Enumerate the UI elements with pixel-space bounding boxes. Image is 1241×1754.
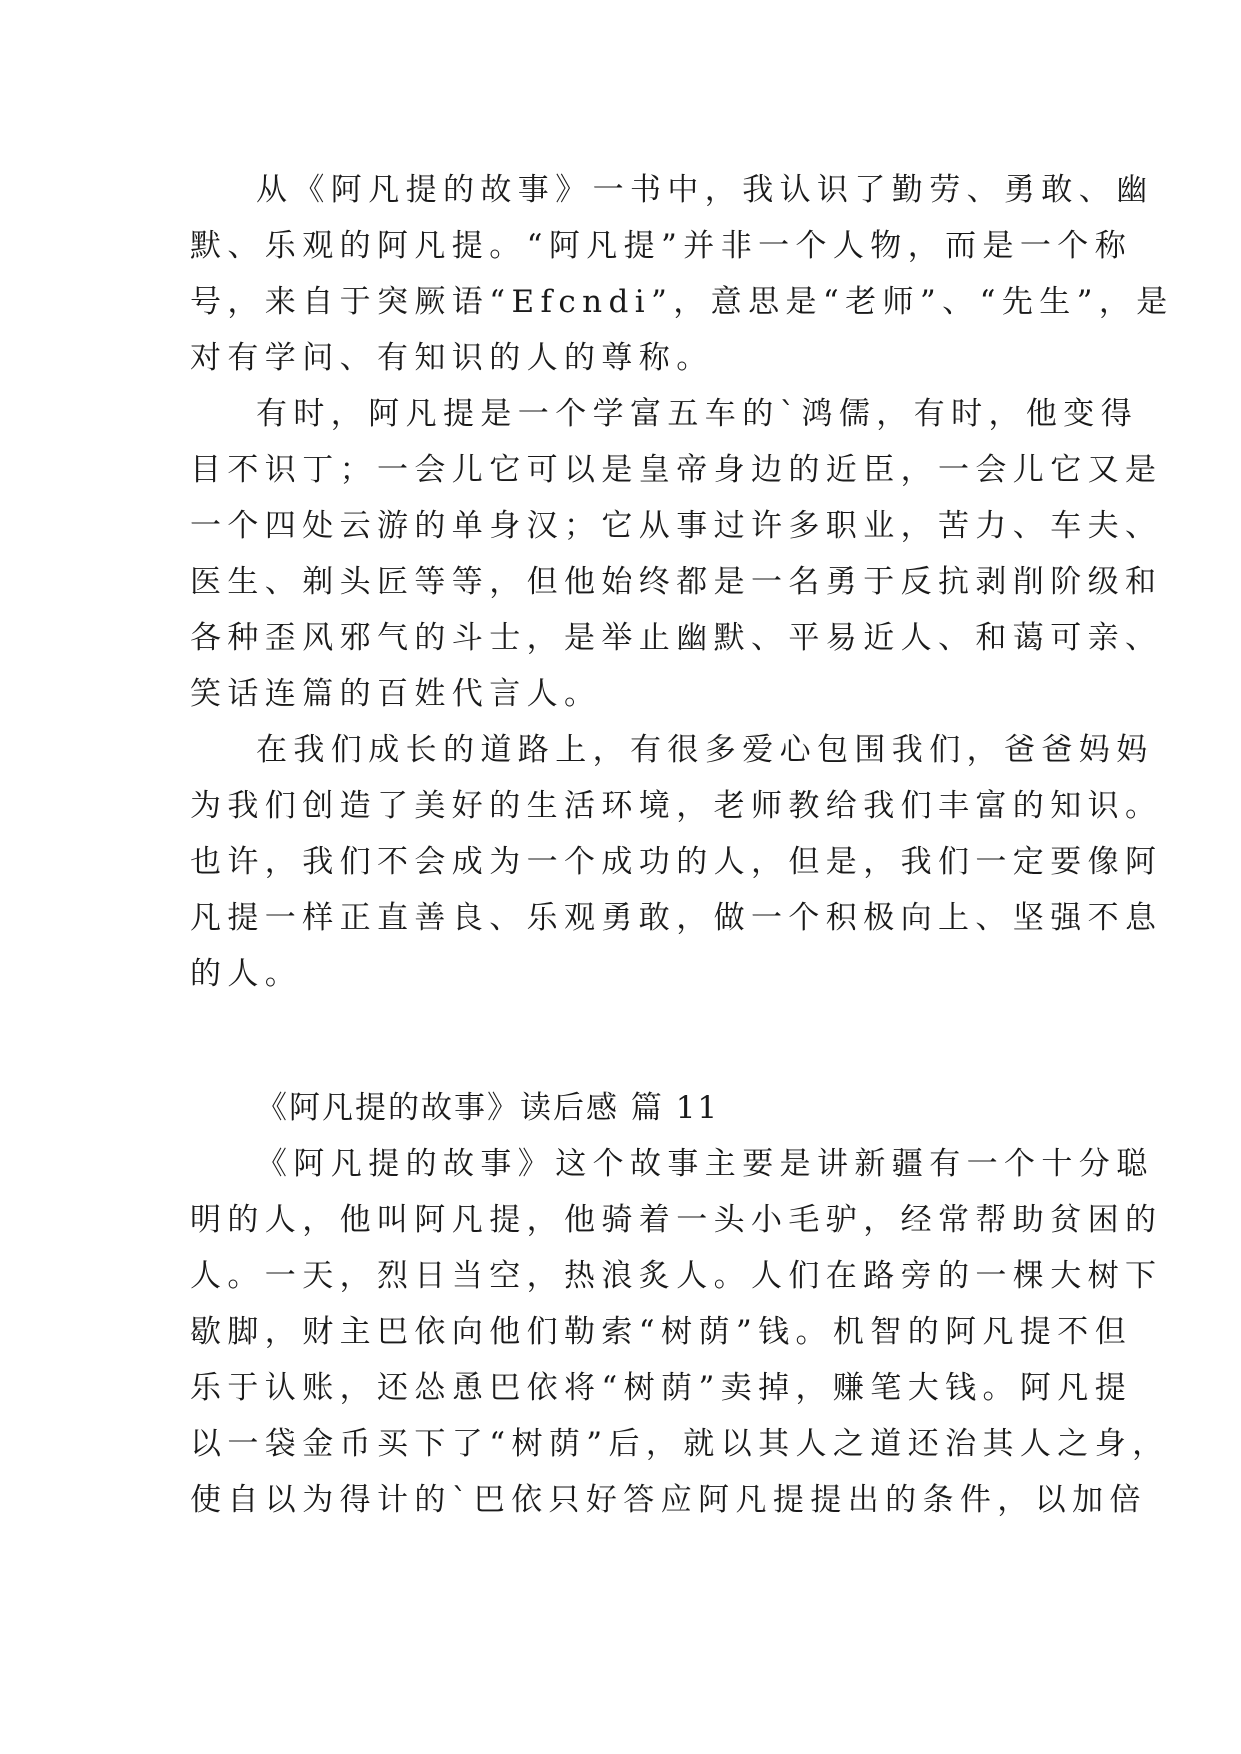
paragraph-1-line-3: 号，来自于突厥语“Efcndi”，意思是“老师”、“先生”，是 xyxy=(190,284,1174,320)
paragraph-2-line-1: 有时，阿凡提是一个学富五车的`鸿儒，有时，他变得 xyxy=(256,396,1139,432)
paragraph-1-line-4: 对有学问、有知识的人的尊称。 xyxy=(190,340,714,376)
paragraph-3-line-2: 为我们创造了美好的生活环境，老师教给我们丰富的知识。 xyxy=(190,788,1163,824)
paragraph-3-line-1: 在我们成长的道路上，有很多爱心包围我们，爸爸妈妈 xyxy=(256,732,1154,768)
paragraph-4-line-1: 《阿凡提的故事》这个故事主要是讲新疆有一个十分聪 xyxy=(256,1146,1154,1182)
section-heading: 《阿凡提的故事》读后感 篇 11 xyxy=(256,1090,720,1126)
paragraph-3-line-3: 也许，我们不会成为一个成功的人，但是，我们一定要像阿 xyxy=(190,844,1163,880)
paragraph-2-line-5: 各种歪风邪气的斗士，是举止幽默、平易近人、和蔼可亲、 xyxy=(190,620,1163,656)
paragraph-2-line-2: 目不识丁；一会儿它可以是皇帝身边的近臣，一会儿它又是 xyxy=(190,452,1163,488)
paragraph-3-line-5: 的人。 xyxy=(190,956,303,992)
paragraph-4-line-4: 歇脚，财主巴依向他们勒索“树荫”钱。机智的阿凡提不但 xyxy=(190,1314,1133,1350)
paragraph-4-line-5: 乐于认账，还怂恿巴依将“树荫”卖掉，赚笔大钱。阿凡提 xyxy=(190,1370,1133,1406)
paragraph-2-line-4: 医生、剃头匠等等，但他始终都是一名勇于反抗剥削阶级和 xyxy=(190,564,1163,600)
paragraph-4-line-2: 明的人，他叫阿凡提，他骑着一头小毛驴，经常帮助贫困的 xyxy=(190,1202,1163,1238)
paragraph-4-line-3: 人。一天，烈日当空，热浪炙人。人们在路旁的一棵大树下 xyxy=(190,1258,1163,1294)
paragraph-4-line-7: 使自以为得计的`巴依只好答应阿凡提提出的条件，以加倍 xyxy=(190,1482,1147,1518)
paragraph-3-line-4: 凡提一样正直善良、乐观勇敢，做一个积极向上、坚强不息 xyxy=(190,900,1163,936)
paragraph-4-line-6: 以一袋金币买下了“树荫”后，就以其人之道还治其人之身， xyxy=(190,1426,1170,1462)
paragraph-1-line-2: 默、乐观的阿凡提。“阿凡提”并非一个人物，而是一个称 xyxy=(190,228,1133,264)
paragraph-2-line-6: 笑话连篇的百姓代言人。 xyxy=(190,676,602,712)
paragraph-2-line-3: 一个四处云游的单身汉；它从事过许多职业，苦力、车夫、 xyxy=(190,508,1163,544)
paragraph-1-line-1: 从《阿凡提的故事》一书中，我认识了勤劳、勇敢、幽 xyxy=(256,172,1154,208)
